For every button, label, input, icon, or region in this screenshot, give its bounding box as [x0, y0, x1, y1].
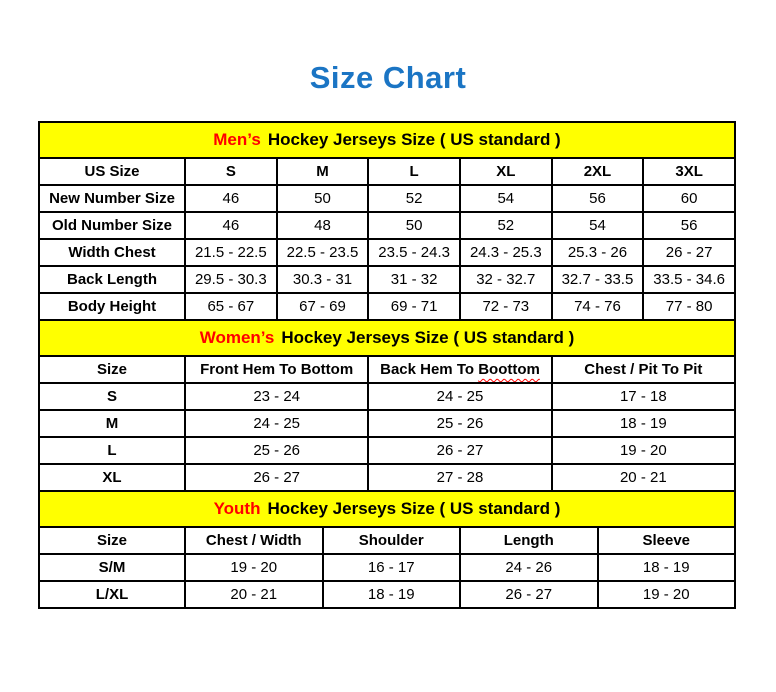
row-label: S/M [39, 554, 185, 581]
column-header: 2XL [552, 158, 644, 185]
column-header: Front Hem To Bottom [185, 356, 368, 383]
table-row [39, 212, 735, 239]
column-header: 3XL [643, 158, 735, 185]
table-cell: 23.5 - 24.3 [368, 239, 460, 266]
table-cell: 74 - 76 [552, 293, 644, 320]
column-header: Size [39, 356, 185, 383]
table-cell: 17 - 18 [552, 383, 735, 410]
table-cell: 21.5 - 22.5 [185, 239, 277, 266]
youth-size-section [38, 490, 736, 609]
column-header: Sleeve [598, 527, 736, 554]
column-header: L [368, 158, 460, 185]
column-header: Size [39, 527, 185, 554]
table-cell: 54 [460, 185, 552, 212]
table-cell: 19 - 20 [552, 437, 735, 464]
table-cell: 26 - 27 [185, 464, 368, 491]
womens-section-title: Hockey Jerseys Size ( US standard ) [281, 328, 575, 347]
table-cell: 46 [185, 212, 277, 239]
column-header: XL [460, 158, 552, 185]
table-cell: 20 - 21 [552, 464, 735, 491]
youth-section-title: Hockey Jerseys Size ( US standard ) [267, 499, 561, 518]
row-label: M [39, 410, 185, 437]
row-label: XL [39, 464, 185, 491]
table-cell: 29.5 - 30.3 [185, 266, 277, 293]
table-cell: 26 - 27 [368, 437, 551, 464]
column-header: Length [460, 527, 598, 554]
table-cell: 25 - 26 [185, 437, 368, 464]
youth-size-table [38, 526, 736, 609]
table-cell: 19 - 20 [598, 581, 736, 608]
table-row [39, 581, 735, 608]
size-tables-container [38, 121, 736, 609]
table-cell: 30.3 - 31 [277, 266, 369, 293]
table-cell: 72 - 73 [460, 293, 552, 320]
table-row [39, 464, 735, 491]
table-cell: 18 - 19 [598, 554, 736, 581]
table-cell: 20 - 21 [185, 581, 323, 608]
column-header: S [185, 158, 277, 185]
column-header: Chest / Width [185, 527, 323, 554]
table-cell: 56 [643, 212, 735, 239]
row-label: Old Number Size [39, 212, 185, 239]
column-header: M [277, 158, 369, 185]
table-cell: 25 - 26 [368, 410, 551, 437]
table-cell: 23 - 24 [185, 383, 368, 410]
table-cell: 77 - 80 [643, 293, 735, 320]
table-cell: 60 [643, 185, 735, 212]
table-row [39, 266, 735, 293]
misspelled-word: Boottom [478, 361, 540, 378]
table-row [39, 410, 735, 437]
table-row [39, 383, 735, 410]
row-label: S [39, 383, 185, 410]
womens-size-section [38, 319, 736, 492]
table-cell: 18 - 19 [323, 581, 461, 608]
womens-section-header [38, 319, 736, 357]
page-title: Size Chart [309, 60, 467, 95]
mens-section-title: Hockey Jerseys Size ( US standard ) [267, 130, 561, 149]
table-cell: 24 - 25 [185, 410, 368, 437]
table-cell: 16 - 17 [323, 554, 461, 581]
youth-section-header [38, 490, 736, 528]
table-cell: 27 - 28 [368, 464, 551, 491]
table-cell: 46 [185, 185, 277, 212]
youth-section-accent: Youth [213, 499, 261, 518]
table-cell: 52 [460, 212, 552, 239]
table-cell: 24.3 - 25.3 [460, 239, 552, 266]
table-cell: 19 - 20 [185, 554, 323, 581]
table-cell: 69 - 71 [368, 293, 460, 320]
table-cell: 33.5 - 34.6 [643, 266, 735, 293]
table-row [39, 293, 735, 320]
table-cell: 48 [277, 212, 369, 239]
table-cell: 24 - 26 [460, 554, 598, 581]
mens-size-section [38, 121, 736, 321]
row-label: Back Length [39, 266, 185, 293]
row-label: New Number Size [39, 185, 185, 212]
table-row [39, 437, 735, 464]
table-cell: 50 [368, 212, 460, 239]
table-row [39, 239, 735, 266]
table-cell: 32.7 - 33.5 [552, 266, 644, 293]
mens-section-accent: Men’s [213, 130, 261, 149]
table-cell: 54 [552, 212, 644, 239]
mens-size-table [38, 157, 736, 321]
table-cell: 32 - 32.7 [460, 266, 552, 293]
table-cell: 50 [277, 185, 369, 212]
column-header: Chest / Pit To Pit [552, 356, 735, 383]
table-cell: 67 - 69 [277, 293, 369, 320]
table-cell: 26 - 27 [643, 239, 735, 266]
row-label: L [39, 437, 185, 464]
table-cell: 25.3 - 26 [552, 239, 644, 266]
table-row [39, 554, 735, 581]
table-cell: 52 [368, 185, 460, 212]
table-cell: 24 - 25 [368, 383, 551, 410]
row-label: Width Chest [39, 239, 185, 266]
table-cell: 18 - 19 [552, 410, 735, 437]
column-header: Shoulder [323, 527, 461, 554]
row-label: L/XL [39, 581, 185, 608]
row-label: Body Height [39, 293, 185, 320]
column-header: Back Hem To Boottom [368, 356, 551, 383]
womens-size-table [38, 355, 736, 492]
table-cell: 31 - 32 [368, 266, 460, 293]
column-header: US Size [39, 158, 185, 185]
table-cell: 22.5 - 23.5 [277, 239, 369, 266]
table-cell: 56 [552, 185, 644, 212]
mens-section-header [38, 121, 736, 159]
table-row [39, 185, 735, 212]
table-cell: 65 - 67 [185, 293, 277, 320]
womens-section-accent: Women’s [199, 328, 275, 347]
table-cell: 26 - 27 [460, 581, 598, 608]
